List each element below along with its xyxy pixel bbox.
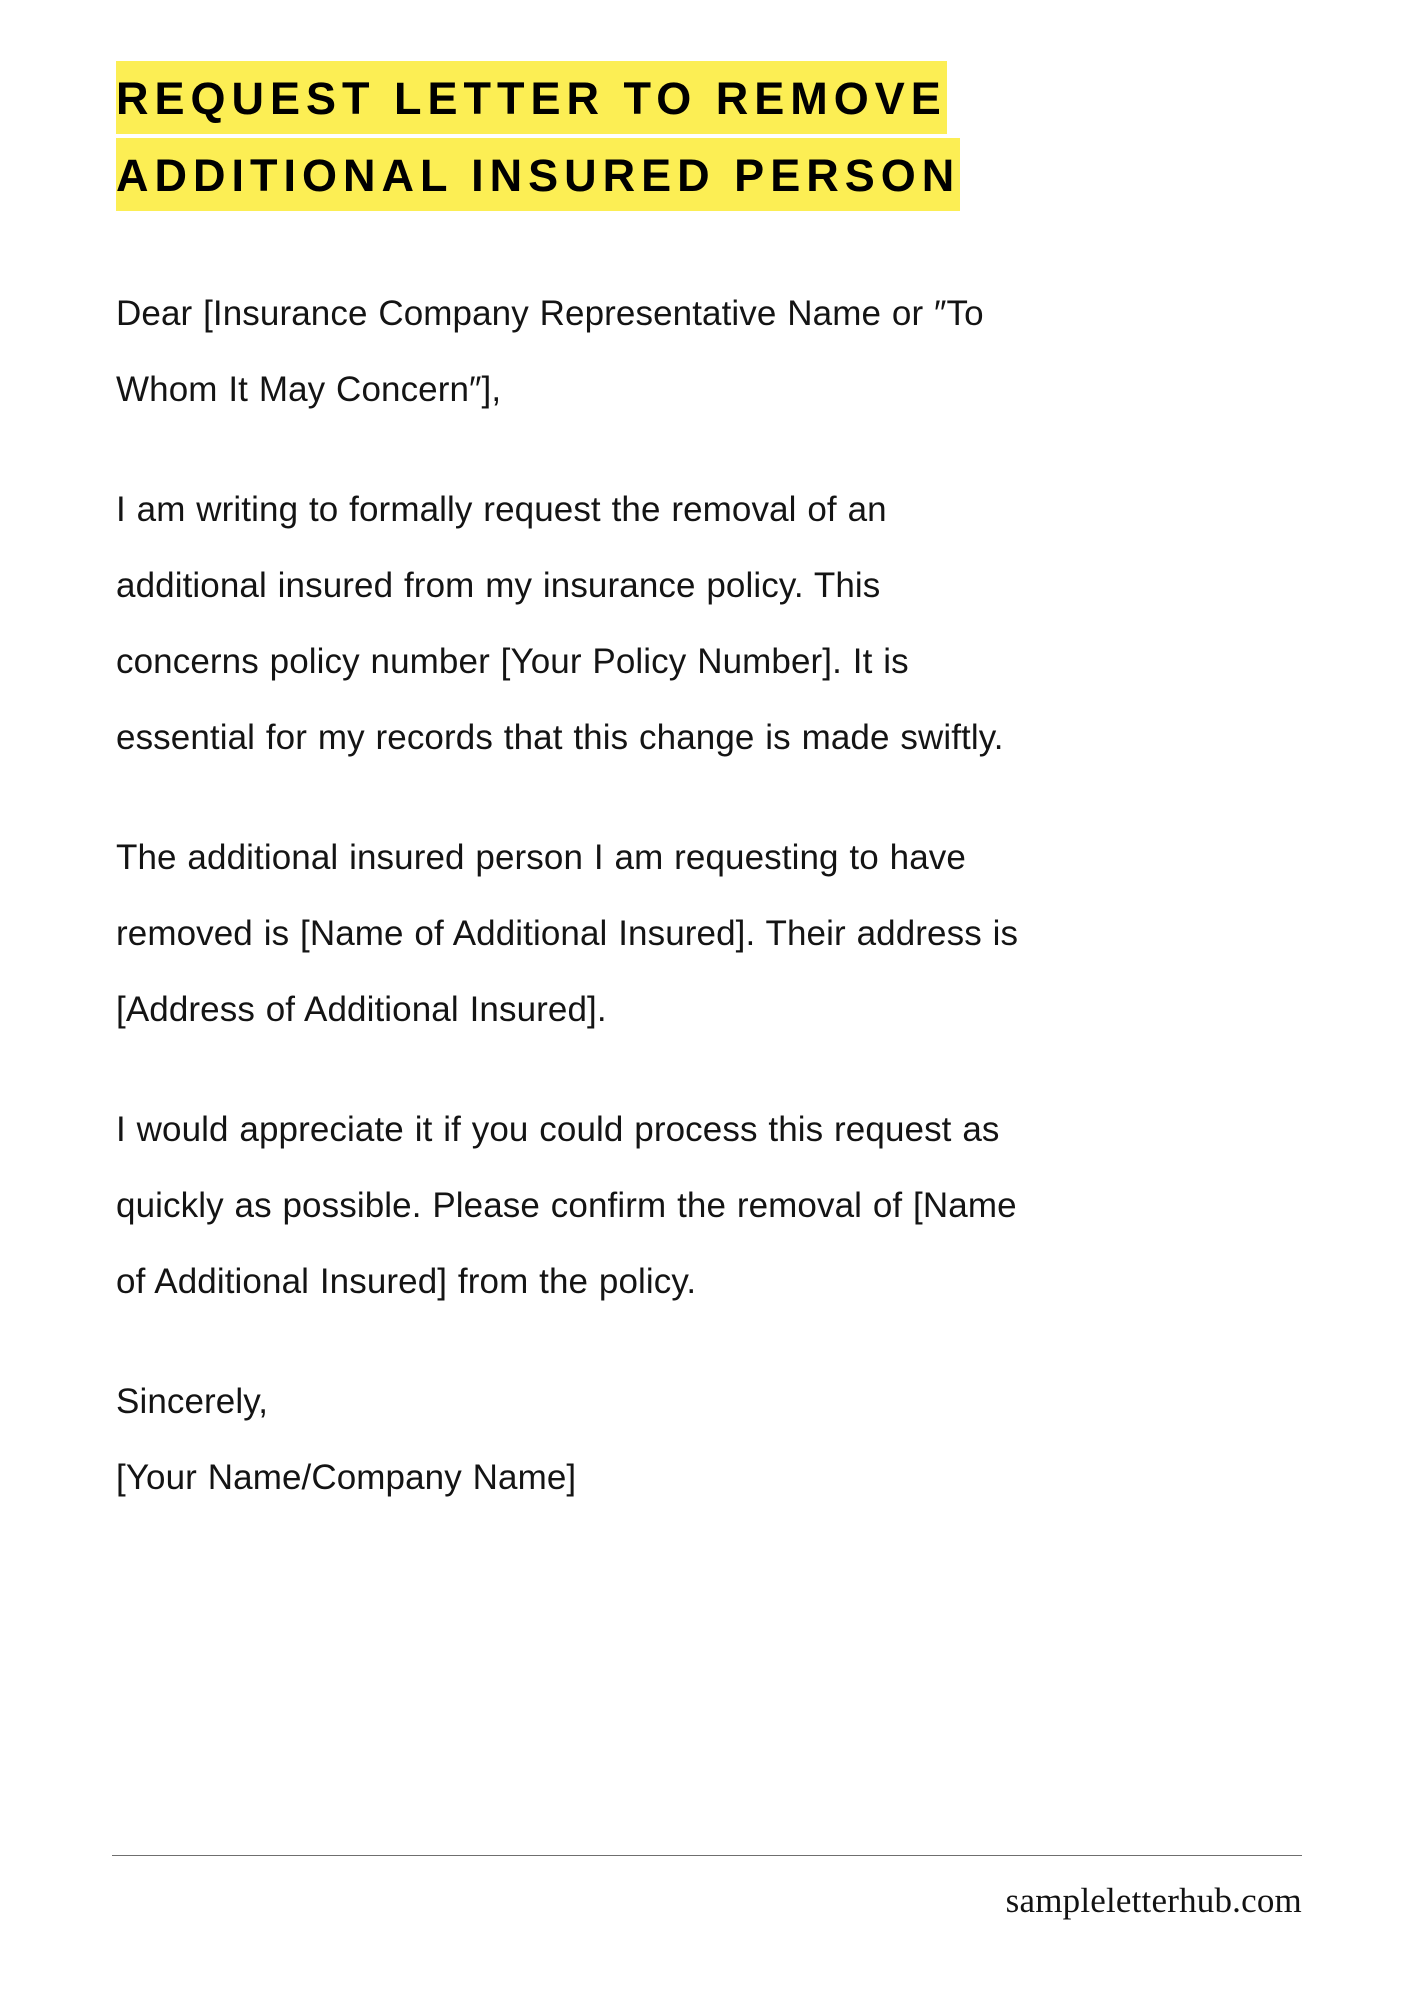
salutation-paragraph <box>116 276 1301 428</box>
salutation-line-1: Dear [Insurance Company Representative Name or ″To <box>116 294 984 333</box>
body-paragraph-1-line-2: additional insured from my insurance policy. This <box>116 566 881 605</box>
body-paragraph-2-line-2: removed is [Name of Additional Insured]. Their address is <box>116 914 1019 953</box>
body-paragraph-1-line-4: essential for my records that this change is made swiftly. <box>116 718 1004 757</box>
page-title-line-1 <box>116 60 1246 137</box>
body-paragraph-2 <box>116 820 1301 1048</box>
letter-body <box>116 276 1301 1516</box>
closing-salutation: Sincerely, <box>116 1382 269 1421</box>
page-title-line-2-text: ADDITIONAL INSURED PERSON <box>116 138 960 211</box>
signature-name: [Your Name/Company Name] <box>116 1458 577 1497</box>
body-paragraph-2-line-1: The additional insured person I am requesting to have <box>116 838 966 877</box>
body-paragraph-3-line-3: of Additional Insured] from the policy. <box>116 1262 697 1301</box>
body-paragraph-2-line-3: [Address of Additional Insured]. <box>116 990 607 1029</box>
closing-paragraph <box>116 1364 1301 1516</box>
footer-website-url: sampleletterhub.com <box>1005 1881 1302 1920</box>
page-title-line-2 <box>116 137 1246 214</box>
footer-divider <box>112 1855 1302 1856</box>
body-paragraph-1 <box>116 472 1301 776</box>
body-paragraph-3 <box>116 1092 1301 1320</box>
salutation-line-2: Whom It May Concern″], <box>116 370 502 409</box>
body-paragraph-3-line-1: I would appreciate it if you could process this request as <box>116 1110 1000 1149</box>
page-title <box>116 60 1246 214</box>
body-paragraph-3-line-2: quickly as possible. Please confirm the removal of [Name <box>116 1186 1017 1225</box>
page-title-line-1-text: REQUEST LETTER TO REMOVE <box>116 61 947 134</box>
body-paragraph-1-line-1: I am writing to formally request the removal of an <box>116 490 887 529</box>
body-paragraph-1-line-3: concerns policy number [Your Policy Number]. It is <box>116 642 909 681</box>
